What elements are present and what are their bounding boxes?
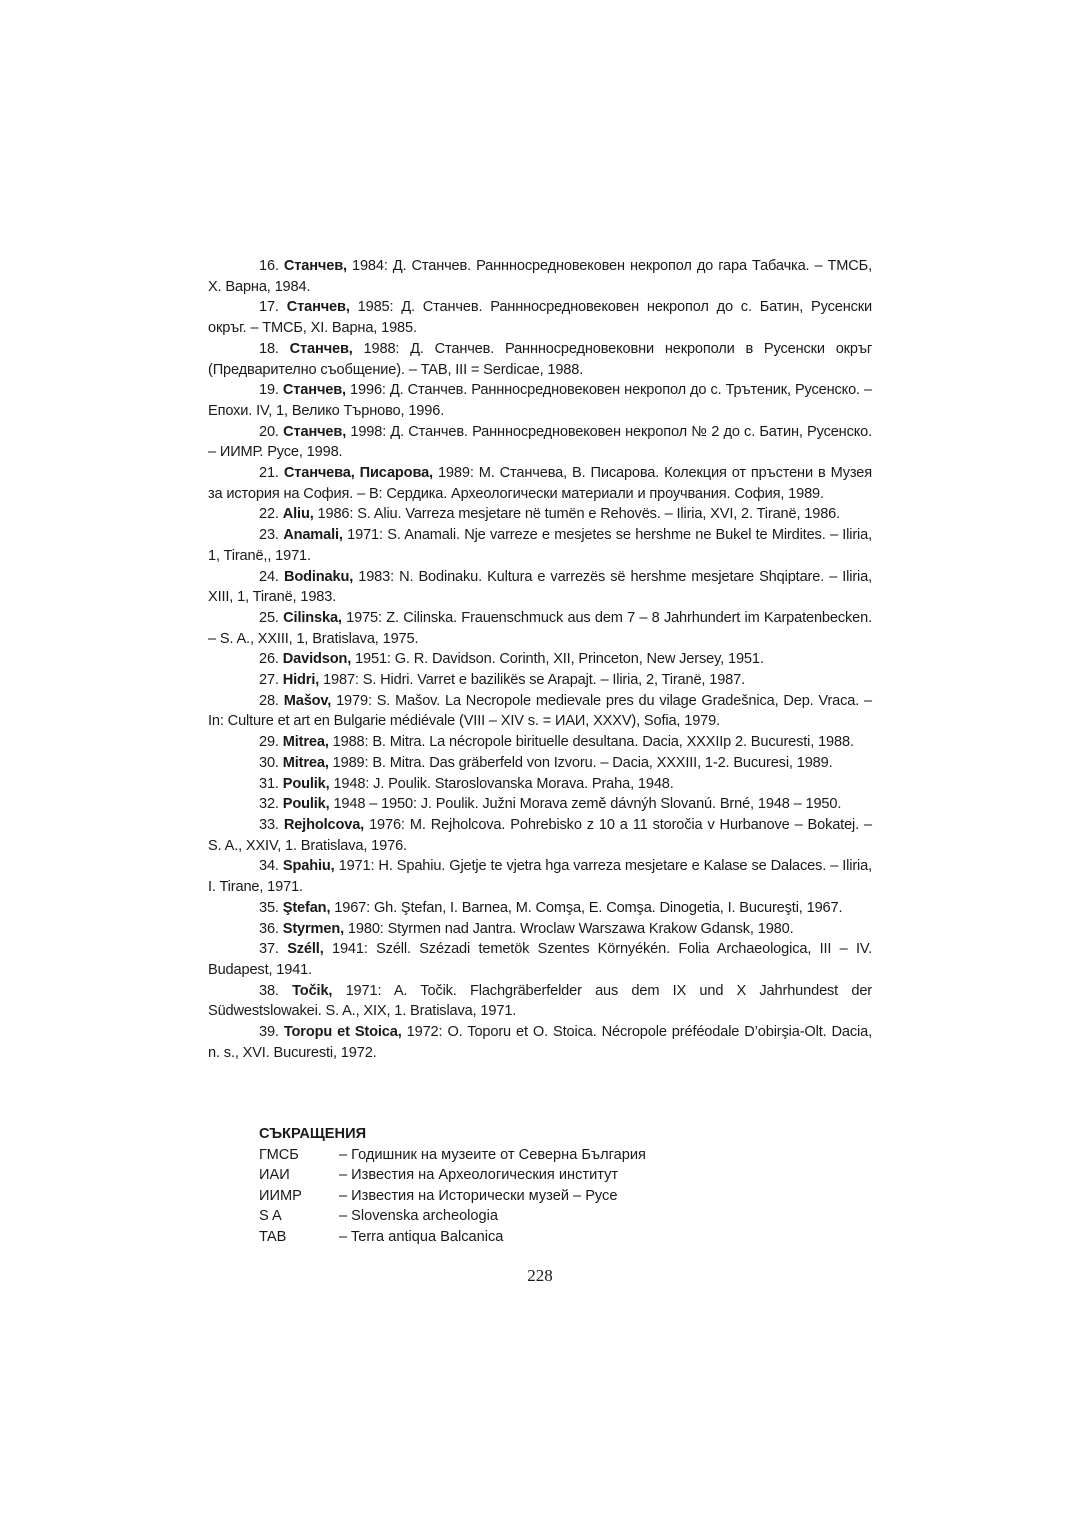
reference-author: Toropu et Stoica, — [283, 1024, 402, 1041]
reference-author: Станчева, Писарова, — [283, 465, 433, 482]
reference-author: Станчев, — [282, 382, 346, 399]
reference-item: 25. Cilinska, 1975: Z. Cilinska. Frauenschmuck aus dem 7 – 8 Jahrhundert im Karpatenbecken. – S. A., XXIII, 1, Bratislava, 1975. — [208, 609, 872, 647]
abbreviation-value: – Slovenska archeologia — [339, 1208, 499, 1225]
reference-author: Styrmen, — [282, 920, 345, 937]
reference-author: Станчев, — [286, 299, 350, 316]
reference-author: Poulik, — [282, 796, 330, 813]
abbreviation-value: – Годишник на музеите от Северна България — [339, 1146, 646, 1163]
abbreviation-row — [259, 1227, 819, 1248]
reference-item: 22. Aliu, 1986: S. Aliu. Varreza mesjetare në tumën e Rehovës. – Iliria, XVI, 2. Tiranë, 1986. — [259, 506, 841, 523]
abbreviation-row — [259, 1206, 819, 1227]
reference-item: 16. Станчев, 1984: Д. Станчев. Раннносредновековен некропол до гара Табачка. – ТМСБ, X. Варна, 1984. — [208, 258, 872, 295]
reference-item: 19. Станчев, 1996: Д. Станчев. Раннносредновековен некропол до с. Трътеник, Русенско. – Епохи. IV, 1, Велико Търново, 1996. — [208, 382, 872, 419]
reference-author: Mitrea, — [282, 734, 329, 751]
reference-author: Hidri, — [282, 672, 320, 689]
reference-item: 28. Mašov, 1979: S. Mašov. La Necropole medievale pres du vilage Gradešnica, Dep. Vraca. – In: Culture et art en Bulgarie médiévale (VIII – XIV s. = ИАИ, XXXV), Sofia, 1979. — [208, 692, 873, 730]
reference-author: Rejholcova, — [283, 816, 365, 833]
reference-author: Anamali, — [283, 527, 343, 544]
reference-author: Davidson, — [282, 651, 352, 668]
reference-author: Станчев, — [283, 423, 347, 440]
abbreviation-key: ИИМР — [259, 1187, 302, 1204]
reference-item: 34. Spahiu, 1971: H. Spahiu. Gjetje te vjetra hga varreza mesjetare e Kalase se Dalaces. – Iliria, I. Tirane, 1971. — [208, 858, 873, 896]
reference-item: 27. Hidri, 1987: S. Hidri. Varret e bazilikës se Arapajt. – Iliria, 2, Tiranë, 1987. — [259, 672, 746, 689]
reference-item: 23. Anamali, 1971: S. Anamali. Nje varreze e mesjetes se hershme ne Bukel te Mirdites. – Iliria, 1, Tiranë,, 1971. — [208, 527, 873, 564]
reference-author: Станчев, — [283, 258, 347, 274]
reference-item: 31. Poulik, 1948: J. Poulik. Staroslovanska Morava. Praha, 1948. — [259, 775, 674, 792]
reference-item: 39. Toropu et Stoica, 1972: O. Toporu et O. Stoica. Nécropole préféodale D’obirşia-Olt. Dacia, n. s., XVI. Bucuresti, 1972. — [208, 1024, 872, 1061]
reference-item: 37. Széll, 1941: Széll. Szézadi temetök Szentes Környékén. Folia Archaeologica, III – IV. Budapest, 1941. — [208, 941, 873, 978]
reference-item: 30. Mitrea, 1989: B. Mitra. Das gräberfeld von Izvoru. – Dacia, XXXIII, 1-2. Bucuresi, 1989. — [259, 754, 833, 771]
abbreviation-value: – Terra antiqua Balcanica — [339, 1228, 504, 1245]
abbreviations-section — [259, 1124, 819, 1248]
abbreviation-key: ГМСБ — [259, 1146, 299, 1163]
reference-item: 24. Bodinaku, 1983: N. Bodinaku. Kultura e varrezës së hershme mesjetare Shqiptare. – Iliria, XIII, 1, Tiranë, 1983. — [208, 568, 873, 606]
reference-item: 29. Mitrea, 1988: B. Mitra. La nécropole birituelle desultana. Dacia, XXXIIp 2. Bucuresti, 1988. — [259, 734, 854, 751]
abbreviation-row — [259, 1165, 819, 1186]
reference-list — [208, 256, 872, 1063]
reference-author: Bodinaku, — [283, 568, 354, 585]
abbreviation-row — [259, 1186, 819, 1207]
reference-item: 32. Poulik, 1948 – 1950: J. Poulik. Južni Morava země dávnýh Slovanú. Brné, 1948 – 1950. — [259, 796, 842, 813]
reference-item: 21. Станчева, Писарова, 1989: М. Станчева, В. Писарова. Колекция от пръстени в Музея за история на София. – В: Сердика. Археологически материали и проучвания. София, 1989. — [208, 465, 872, 502]
abbreviation-row — [259, 1145, 819, 1166]
reference-author: Mitrea, — [282, 754, 329, 771]
reference-author: Станчев, — [289, 340, 353, 357]
abbreviation-value: – Известия на Исторически музей – Русе — [339, 1187, 618, 1204]
reference-item: 18. Станчев, 1988: Д. Станчев. Раннносредновековни некрополи в Русенски окръг (Предварително съобщение). – TAB, III = Serdicae, 1988. — [208, 340, 873, 378]
abbreviation-key: TAB — [259, 1228, 287, 1245]
reference-author: Ştefan, — [282, 899, 331, 916]
page-number: 228 — [527, 1266, 553, 1285]
reference-item: 36. Styrmen, 1980: Styrmen nad Jantra. Wroclaw Warszawa Krakow Gdansk, 1980. — [259, 920, 794, 937]
reference-item: 20. Станчев, 1998: Д. Станчев. Раннносредновековен некропол № 2 до с. Батин, Русенско. – ИИМР. Русе, 1998. — [208, 423, 873, 461]
abbreviation-value: – Известия на Археологическия институт — [339, 1167, 619, 1184]
reference-author: Mašov, — [283, 692, 332, 709]
reference-item: 17. Станчев, 1985: Д. Станчев. Раннносредновековен некропол до с. Батин, Русенски окръг. – ТМСБ, XI. Варна, 1985. — [208, 299, 872, 337]
reference-item: 38. Točik, 1971: A. Točik. Flachgräberfelder aus dem IX und X Jahrhundest der Südwestslowakei. S. A., XIX, 1. Bratislava, 1971. — [208, 982, 872, 1020]
reference-item: 26. Davidson, 1951: G. R. Davidson. Corinth, XII, Princeton, New Jersey, 1951. — [259, 651, 764, 668]
reference-item: 33. Rejholcova, 1976: M. Rejholcova. Pohrebisko z 10 a 11 storočia v Hurbanove – Bokatej. – S. A., XXIV, 1. Bratislava, 1976. — [208, 816, 872, 854]
reference-author: Aliu, — [282, 506, 314, 523]
abbreviation-key: ИАИ — [259, 1167, 290, 1184]
reference-author: Cilinska, — [283, 609, 342, 626]
reference-item: 35. Ştefan, 1967: Gh. Ştefan, I. Barnea, M. Comşa, E. Comşa. Dinogetia, I. Bucureşti, 1967. — [259, 899, 843, 916]
reference-author: Točik, — [292, 982, 333, 999]
abbreviation-key: S A — [259, 1208, 282, 1225]
reference-author: Spahiu, — [282, 858, 335, 875]
abbreviations-title: СЪКРАЩЕНИЯ — [259, 1126, 367, 1142]
reference-author: Széll, — [287, 941, 324, 958]
reference-author: Poulik, — [282, 775, 330, 792]
